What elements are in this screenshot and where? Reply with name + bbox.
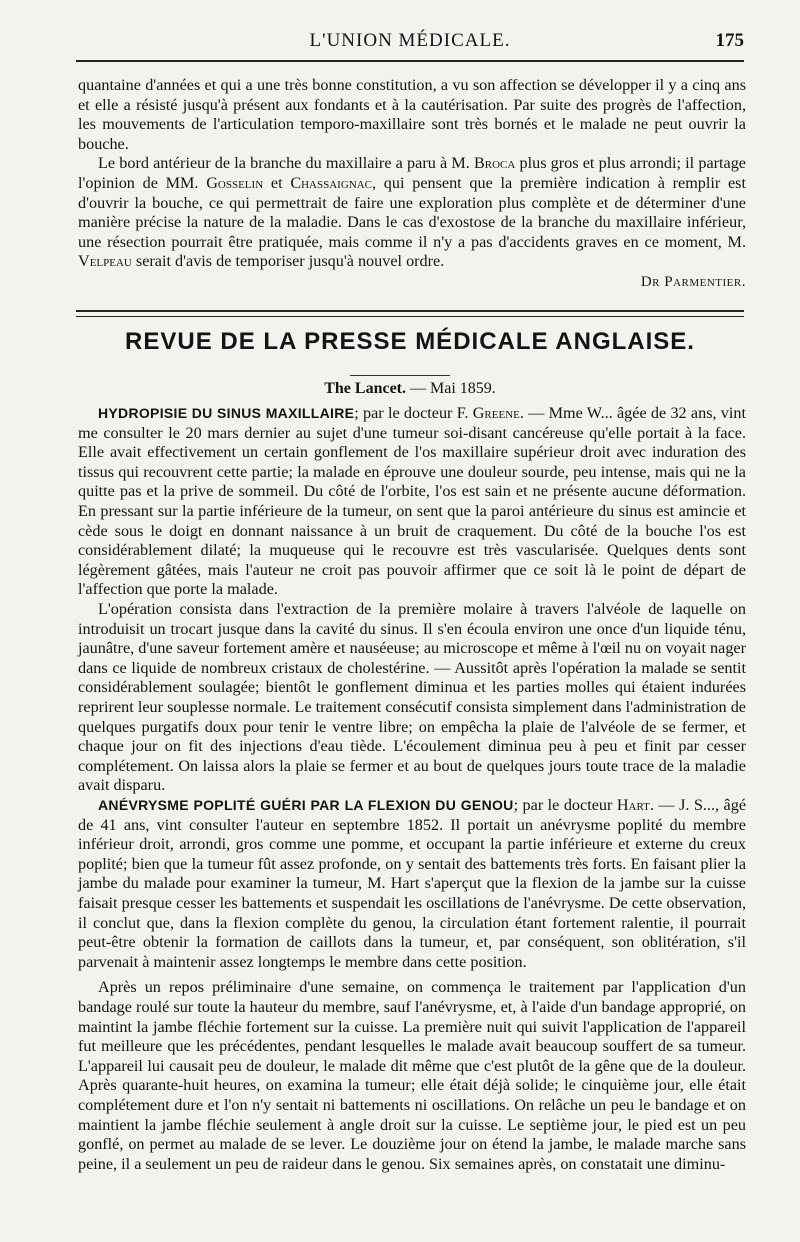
page-number: 175 — [715, 30, 744, 51]
journal-date: — Mai 1859. — [406, 380, 496, 397]
article2-author: Hart — [616, 796, 650, 814]
article1-paragraph-1: HYDROPISIE DU SINUS MAXILLAIRE; par le docteur F. Greene. — Mme W... âgée de 32 ans, vint me consulter le 20 mars dernier au sujet d'une tumeur soi-disant cancéreuse qu'elle portait à la face. Elle avait effectivement un certain gonflement de l'os maxillaire supérieur droit avec induration des tissus qui recouvrent cette partie; la malade en éprouve une douleur sourde, peu intense, mais qui ne la quitte pas et la prive de sommeil. Du côté de l'orbite, l'os est sain et ne présente aucune déformation. En pressant sur la partie inférieure de la tumeur, on sent que la paroi antérieure du sinus est amincie et cède sous le doigt en donnant naissance à un bruit de craquement. Du côté de la bouche l'os est considérablement dilaté; la muqueuse qui le recouvre est très vascularisée. Quelques dents sont légèrement gâtées, mais l'auteur ne croit pas pouvoir affirmer que ce soit là le point de départ de l'affection que porte la malade. — [78, 404, 746, 599]
section-rule-thin — [76, 316, 744, 317]
intro-paragraph-1: quantaine d'années et qui a une très bonne constitution, a vu son affection se développer il y a cinq ans et elle a résisté jusqu'à présent aux fondants et à la cautérisation. Par suite des progrès de l'affection, les mouvements de l'articulation temporo-maxillaire sont très bornés et le malade ne peut ouvrir la bouche. — [78, 76, 746, 153]
article-hydropisie — [78, 404, 746, 796]
section-rule-thick — [76, 310, 744, 312]
section-title: REVUE DE LA PRESSE MÉDICALE ANGLAISE. — [125, 328, 695, 355]
title-underline — [350, 375, 450, 376]
name-gosselin: Gosselin — [206, 173, 264, 192]
running-title: L'UNION MÉDICALE. — [309, 30, 511, 51]
header-rule — [76, 60, 744, 62]
article1-heading: HYDROPISIE DU SINUS MAXILLAIRE — [98, 405, 355, 421]
name-velpeau: Velpeau — [78, 252, 132, 271]
name-broca: Broca — [473, 154, 516, 173]
running-head — [76, 26, 744, 54]
article2-paragraph-2: Après un repos préliminaire d'une semaine, on commença le traitement par l'application d'un bandage roulé sur toute la hauteur du membre, sauf l'anévrysme, et, à l'aide d'un bandage approprié, on maintint la jambe fléchie fortement sur la cuisse. La première nuit qui suivit l'application de l'appareil fut meilleure que les précédentes, pendant lesquelles le malade avait beaucoup souffert de sa tumeur. L'appareil lui causait peu de douleur, le malade dit même que c'est plutôt de la gêne que de la douleur. Après quarante-huit heures, on examina la tumeur; elle était déjà solide; le cinquième jour, elle était complétement dure et l'on n'y sentait ni battements ni oscillations. On relâche un peu le bandage et on maintient la jambe fléchie seulement à angle droit sur la cuisse. Le septième jour, le pied est un peu gonflé, on permet au malade de se lever. Le douzième jour on étend la jambe, le malade marche sans peine, il a seulement un peu de raideur dans le genou. Six semaines après, on constatait une diminu- — [78, 978, 746, 1173]
source-line — [76, 380, 744, 398]
name-chassaignac: Chassaignac — [290, 173, 373, 192]
intro-text — [78, 76, 746, 291]
article-anevrysme — [78, 796, 746, 1174]
signature: Dr Parmentier. — [640, 273, 746, 290]
journal-name: The Lancet. — [324, 380, 406, 397]
article2-paragraph-1: ANÉVRYSME POPLITÉ GUÉRI PAR LA FLEXION DU GENOU; par le docteur Hart. — J. S..., âgé de 41 ans, vint consulter l'auteur en septembre 1852. Il portait un anévrysme poplité du membre inférieur droit, arrondi, gros comme une pomme, et occupant la partie inférieure et externe du creux poplité; bien que la tumeur fût assez profonde, on y sentait des battements très forts. En faisant plier la jambe du malade pour examiner la tumeur, M. Hart s'aperçut que la flexion de la jambe sur la cuisse faisait presque cesser les battements et suspendait les oscillations de l'anévrysme. De cette observation, il conclut que, dans la flexion complète du genou, la circulation étant fortement ralentie, il pourrait peut-être obtenir la formation de caillots dans la tumeur, et, par conséquent, son oblitération, s'il parvenait à maintenir assez longtemps le membre dans cette position. — [78, 796, 747, 971]
article1-paragraph-2: L'opération consista dans l'extraction de la première molaire à travers l'alvéole de laquelle on introduisit un trocart jusque dans la cavité du sinus. Il s'en écoula environ une once d'un liquide ténu, jaunâtre, d'une saveur fortement amère et nauséeuse; au microscope et même à l'œil nu on voyait nager dans ce liquide de nombreux cristaux de cholestérine. — Aussitôt après l'opération la malade se sentit considérablement soulagée; bientôt le gonflement diminua et les parties molles qui étaient indurées reprirent leur souplesse normale. Le traitement consécutif consista simplement dans l'administration de quelques purgatifs doux pour tenir le ventre libre; on empêcha la plaie de l'alvéole de se fermer, et chaque jour on fit des injections d'eau tiède. L'écoulement diminua peu à peu et finit par cesser complétement. On laissa alors la plaie se fermer et au bout de quelques jours toute trace de la maladie avait disparu. — [78, 599, 746, 795]
article1-author: Greene — [472, 404, 520, 422]
intro-paragraph-2: Le bord antérieur de la branche du maxillaire a paru à M. Broca plus gros et plus arrondi; il partage l'opinion de MM. Gosselin et Chassaignac, qui pensent que la première indication à remplir est d'ouvrir la bouche, ce qui permettrait de faire une exploration plus complète et de déterminer d'une manière précise la nature de la maladie. Dans le cas d'exostose de la branche du maxillaire inférieur, une résection pourrait être pratiquée, mais comme il n'y a pas d'accidents graves en ce moment, M. Velpeau serait d'avis de temporiser jusqu'à nouvel ordre. — [78, 154, 746, 271]
article2-heading: ANÉVRYSME POPLITÉ GUÉRI PAR LA FLEXION DU GENOU — [98, 797, 514, 813]
